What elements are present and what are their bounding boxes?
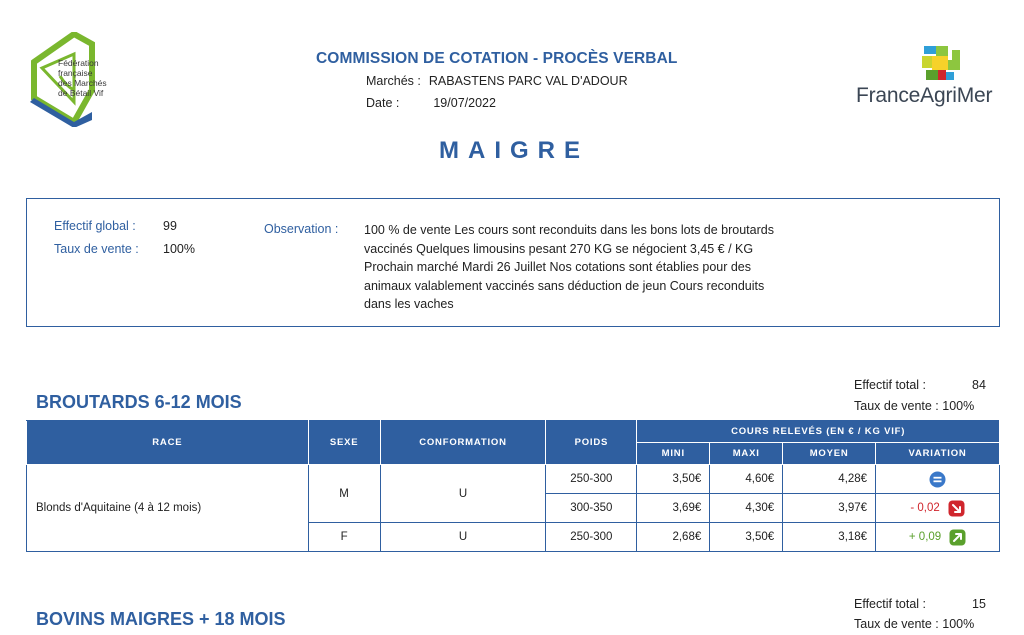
header-sexe: SEXE xyxy=(308,421,380,465)
section-title: BOVINS MAIGRES + 18 MOIS xyxy=(36,609,286,629)
variation-value: + 0,09 xyxy=(908,531,942,543)
main-title: MAIGRE xyxy=(439,137,589,164)
taux-vente-section-label: Taux de vente : xyxy=(854,617,939,631)
cotation-table xyxy=(26,420,1000,552)
ffm-logo-line: des Marchés xyxy=(58,78,107,88)
taux-vente-section xyxy=(854,399,974,413)
marche-value: RABASTENS PARC VAL D'ADOUR xyxy=(428,74,628,88)
taux-vente-section-label: Taux de vente : xyxy=(854,399,939,413)
maxi-cell: 4,30€ xyxy=(710,494,783,523)
poids-cell: 300-350 xyxy=(546,494,637,523)
table-row xyxy=(27,465,1000,494)
effectif-total-label: Effectif total : xyxy=(854,597,927,611)
moyen-cell: 3,97€ xyxy=(783,494,876,523)
arrow-down-icon xyxy=(948,500,965,517)
header-race: RACE xyxy=(27,421,309,465)
race-cell: Blonds d'Aquitaine (4 à 12 mois) xyxy=(27,465,309,552)
variation-value: - 0,02 xyxy=(910,502,940,514)
conformation-cell: U xyxy=(380,523,546,552)
marche-row xyxy=(366,74,628,88)
sexe-cell: M xyxy=(308,465,380,523)
date-row xyxy=(366,96,496,110)
variation-cell xyxy=(876,523,1000,552)
moyen-cell: 4,28€ xyxy=(783,465,876,494)
date-value: 19/07/2022 xyxy=(433,96,496,110)
observation-text: 100 % de vente Les cours sont reconduits dans les bons lots de broutards vaccinés Quelques limousins pesant 270 KG se négocient 3,45 € / KG Prochain marché Mardi 26 Juillet Nos cotations sont établies pour des animaux valablement vaccinés sans déduction de jeun Cours reconduits dans les vaches xyxy=(364,223,774,311)
conformation-cell: U xyxy=(380,465,546,523)
mini-cell: 3,50€ xyxy=(637,465,710,494)
header-conformation: CONFORMATION xyxy=(380,421,546,465)
report-title: COMMISSION DE COTATION - PROCÈS VERBAL xyxy=(316,50,678,67)
header-cours: COURS RELEVÉS (EN € / KG VIF) xyxy=(637,421,1000,443)
ffm-logo-line: Fédération xyxy=(58,58,99,68)
maxi-cell: 3,50€ xyxy=(710,523,783,552)
date-label: Date : xyxy=(366,96,400,110)
marche-label: Marchés : xyxy=(366,74,421,88)
taux-vente-value: 100% xyxy=(163,242,195,256)
header-moyen: MOYEN xyxy=(783,443,876,465)
equal-icon xyxy=(929,471,946,488)
poids-cell: 250-300 xyxy=(546,523,637,552)
ffm-logo-text xyxy=(58,58,107,98)
effectif-total-value: 84 xyxy=(972,378,986,392)
taux-vente-section xyxy=(854,617,974,631)
poids-cell: 250-300 xyxy=(546,465,637,494)
moyen-cell: 3,18€ xyxy=(783,523,876,552)
effectif-global-label: Effectif global : xyxy=(54,219,136,233)
header-mini: MINI xyxy=(637,443,710,465)
header-maxi: MAXI xyxy=(710,443,783,465)
effectif-total-label: Effectif total : xyxy=(854,378,927,392)
ffm-logo-line: de Bétail Vif xyxy=(58,88,104,98)
effectif-global-value: 99 xyxy=(163,219,177,233)
taux-vente-section-value: 100% xyxy=(942,399,975,413)
arrow-up-icon xyxy=(949,529,966,546)
variation-cell xyxy=(876,465,1000,494)
sexe-cell: F xyxy=(308,523,380,552)
taux-vente-label: Taux de vente : xyxy=(54,242,139,256)
observation-label: Observation : xyxy=(264,222,339,236)
mini-cell: 2,68€ xyxy=(637,523,710,552)
header-variation: VARIATION xyxy=(876,443,1000,465)
maxi-cell: 4,60€ xyxy=(710,465,783,494)
taux-vente-section-value: 100% xyxy=(942,617,975,631)
section-title: BROUTARDS 6-12 MOIS xyxy=(36,392,242,412)
header-poids: POIDS xyxy=(546,421,637,465)
variation-cell xyxy=(876,494,1000,523)
effectif-total-value: 15 xyxy=(972,597,986,611)
ffm-logo-line: française xyxy=(58,68,93,78)
mini-cell: 3,69€ xyxy=(637,494,710,523)
summary-box xyxy=(26,198,1000,327)
franceagrimer-logo-text: FranceAgriMer xyxy=(856,84,993,107)
